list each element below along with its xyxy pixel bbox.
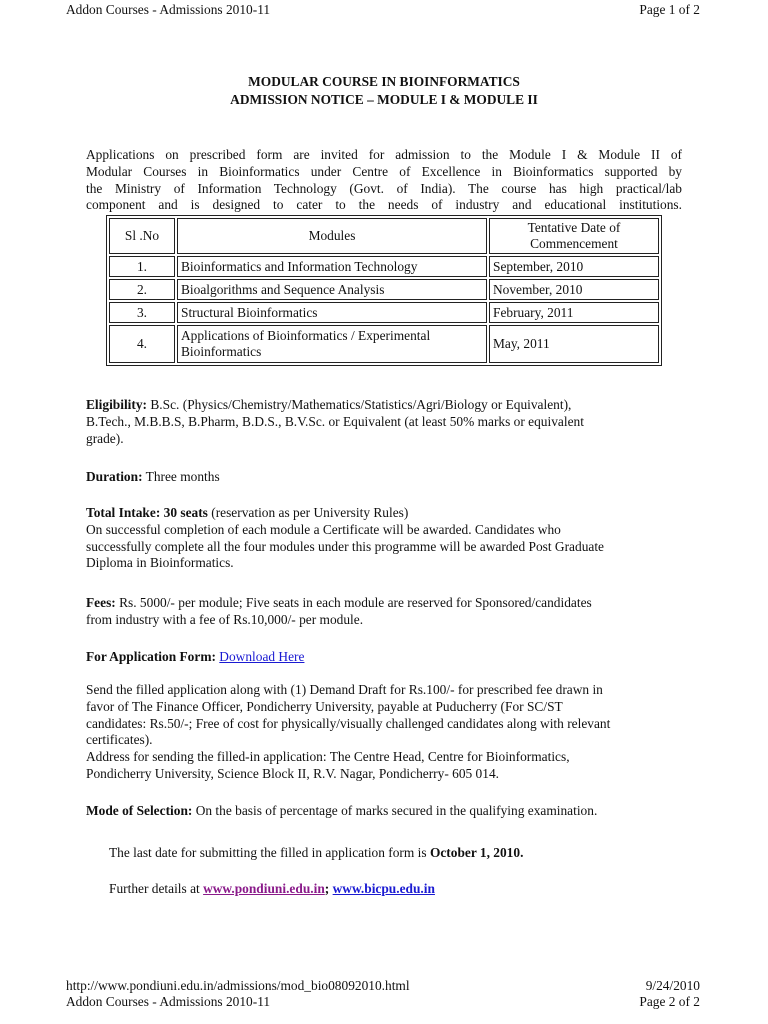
- row-date: September, 2010: [489, 256, 659, 277]
- intake-text: On successful completion of each module a Certificate will be awarded. Candidates who: [86, 521, 561, 537]
- last-date-section: [109, 845, 689, 862]
- duration-section: [86, 469, 682, 486]
- footer-date: 9/24/2010: [645, 978, 700, 993]
- row-module: Bioalgorithms and Sequence Analysis: [177, 279, 487, 300]
- row-slno: 1.: [109, 256, 175, 277]
- row-module-line2: Bioinformatics: [181, 344, 262, 359]
- link-separator: ;: [324, 881, 330, 896]
- modules-table: [106, 215, 662, 366]
- intro-line: the Ministry of Information Technology (Govt. of India). The course has high practical/lab: [86, 180, 682, 196]
- intake-note: (reservation as per University Rules): [207, 505, 409, 520]
- pondiuni-link[interactable]: www.pondiuni.edu.in: [203, 881, 325, 896]
- eligibility-text: B.Tech., M.B.B.S, B.Pharm, B.D.S., B.V.Sc. or Equivalent (at least 50% marks or equivalent: [86, 413, 584, 429]
- header-date-line1: Tentative Date of: [527, 220, 621, 235]
- intake-label: Total Intake: 30 seats: [86, 505, 208, 520]
- duration-label: Duration:: [86, 469, 143, 484]
- send-line: favor of The Finance Officer, Pondicherry University, payable at Puducherry (For SC/ST: [86, 698, 563, 714]
- send-line: Address for sending the filled-in application: The Centre Head, Centre for Bioinformatics,: [86, 749, 570, 765]
- table-header-row: [109, 218, 659, 254]
- row-slno: 2.: [109, 279, 175, 300]
- download-link[interactable]: Download Here: [219, 649, 305, 664]
- selection-text: On the basis of percentage of marks secured in the qualifying examination.: [192, 803, 598, 818]
- row-module: [177, 325, 487, 363]
- application-form-label: For Application Form:: [86, 649, 216, 664]
- row-date: November, 2010: [489, 279, 659, 300]
- further-details-section: [109, 881, 689, 898]
- fees-text: from industry with a fee of Rs.10,000/- per module.: [86, 611, 364, 627]
- row-date: February, 2011: [489, 302, 659, 323]
- intro-line: Applications on prescribed form are invited for admission to the Module I & Module II of: [86, 147, 682, 162]
- send-section: [86, 682, 682, 783]
- header-date: [489, 218, 659, 254]
- table-row: [109, 256, 659, 277]
- footer-left: Addon Courses - Admissions 2010-11: [66, 994, 271, 1009]
- row-slno: 3.: [109, 302, 175, 323]
- bicpu-link[interactable]: www.bicpu.edu.in: [332, 881, 435, 896]
- row-slno: 4.: [109, 325, 175, 363]
- header-modules: Modules: [177, 218, 487, 254]
- eligibility-section: [86, 397, 682, 447]
- fees-label: Fees:: [86, 595, 116, 610]
- header-date-line2: Commencement: [530, 236, 618, 251]
- selection-section: [86, 803, 682, 820]
- intake-text: Diploma in Bioinformatics.: [86, 555, 234, 571]
- application-form-section: [86, 649, 682, 666]
- duration-value: Three months: [142, 469, 220, 484]
- send-line: certificates).: [86, 732, 153, 748]
- page-subtitle: ADMISSION NOTICE – MODULE I & MODULE II: [230, 92, 538, 107]
- last-date-text: The last date for submitting the filled in application form is: [109, 845, 430, 860]
- intake-text: successfully complete all the four modules under this programme will be awarded Post Graduate: [86, 538, 604, 554]
- row-module: Structural Bioinformatics: [177, 302, 487, 323]
- row-module-line1: Applications of Bioinformatics / Experimental: [181, 328, 431, 343]
- fees-section: [86, 595, 682, 629]
- send-line: Send the filled application along with (1) Demand Draft for Rs.100/- for prescribed fee drawn in: [86, 682, 603, 697]
- eligibility-text: grade).: [86, 430, 124, 446]
- further-text: Further details at: [109, 881, 204, 896]
- fees-text: Rs. 5000/- per module; Five seats in each module are reserved for Sponsored/candidates: [115, 595, 592, 610]
- footer-url: http://www.pondiuni.edu.in/admissions/mod_bio08092010.html: [66, 978, 410, 993]
- table-row: [109, 302, 659, 323]
- table-row: [109, 279, 659, 300]
- page-title: MODULAR COURSE IN BIOINFORMATICS: [248, 74, 520, 89]
- intro-paragraph: [86, 147, 682, 214]
- intro-line: component and is designed to cater to the needs of industry and educational institutions.: [86, 197, 682, 213]
- eligibility-label: Eligibility:: [86, 397, 148, 412]
- header-slno: Sl .No: [109, 218, 175, 254]
- intro-line: Modular Courses in Bioinformatics under Centre of Excellence in Bioinformatics supported by: [86, 163, 682, 179]
- page-header-left: Addon Courses - Admissions 2010-11: [66, 2, 271, 17]
- eligibility-text: B.Sc. (Physics/Chemistry/Mathematics/Statistics/Agri/Biology or Equivalent),: [147, 397, 572, 412]
- footer-right: Page 2 of 2: [639, 994, 700, 1009]
- selection-label: Mode of Selection:: [86, 803, 193, 818]
- row-date: May, 2011: [489, 325, 659, 363]
- intake-section: [86, 505, 682, 572]
- table-row: [109, 325, 659, 363]
- row-module: Bioinformatics and Information Technology: [177, 256, 487, 277]
- page-header-right: Page 1 of 2: [639, 2, 700, 17]
- last-date-value: October 1, 2010.: [429, 845, 524, 860]
- send-line: Pondicherry University, Science Block II, R.V. Nagar, Pondicherry- 605 014.: [86, 765, 499, 781]
- send-line: candidates: Rs.50/-; Free of cost for physically/visually challenged candidates along with relevant: [86, 715, 611, 731]
